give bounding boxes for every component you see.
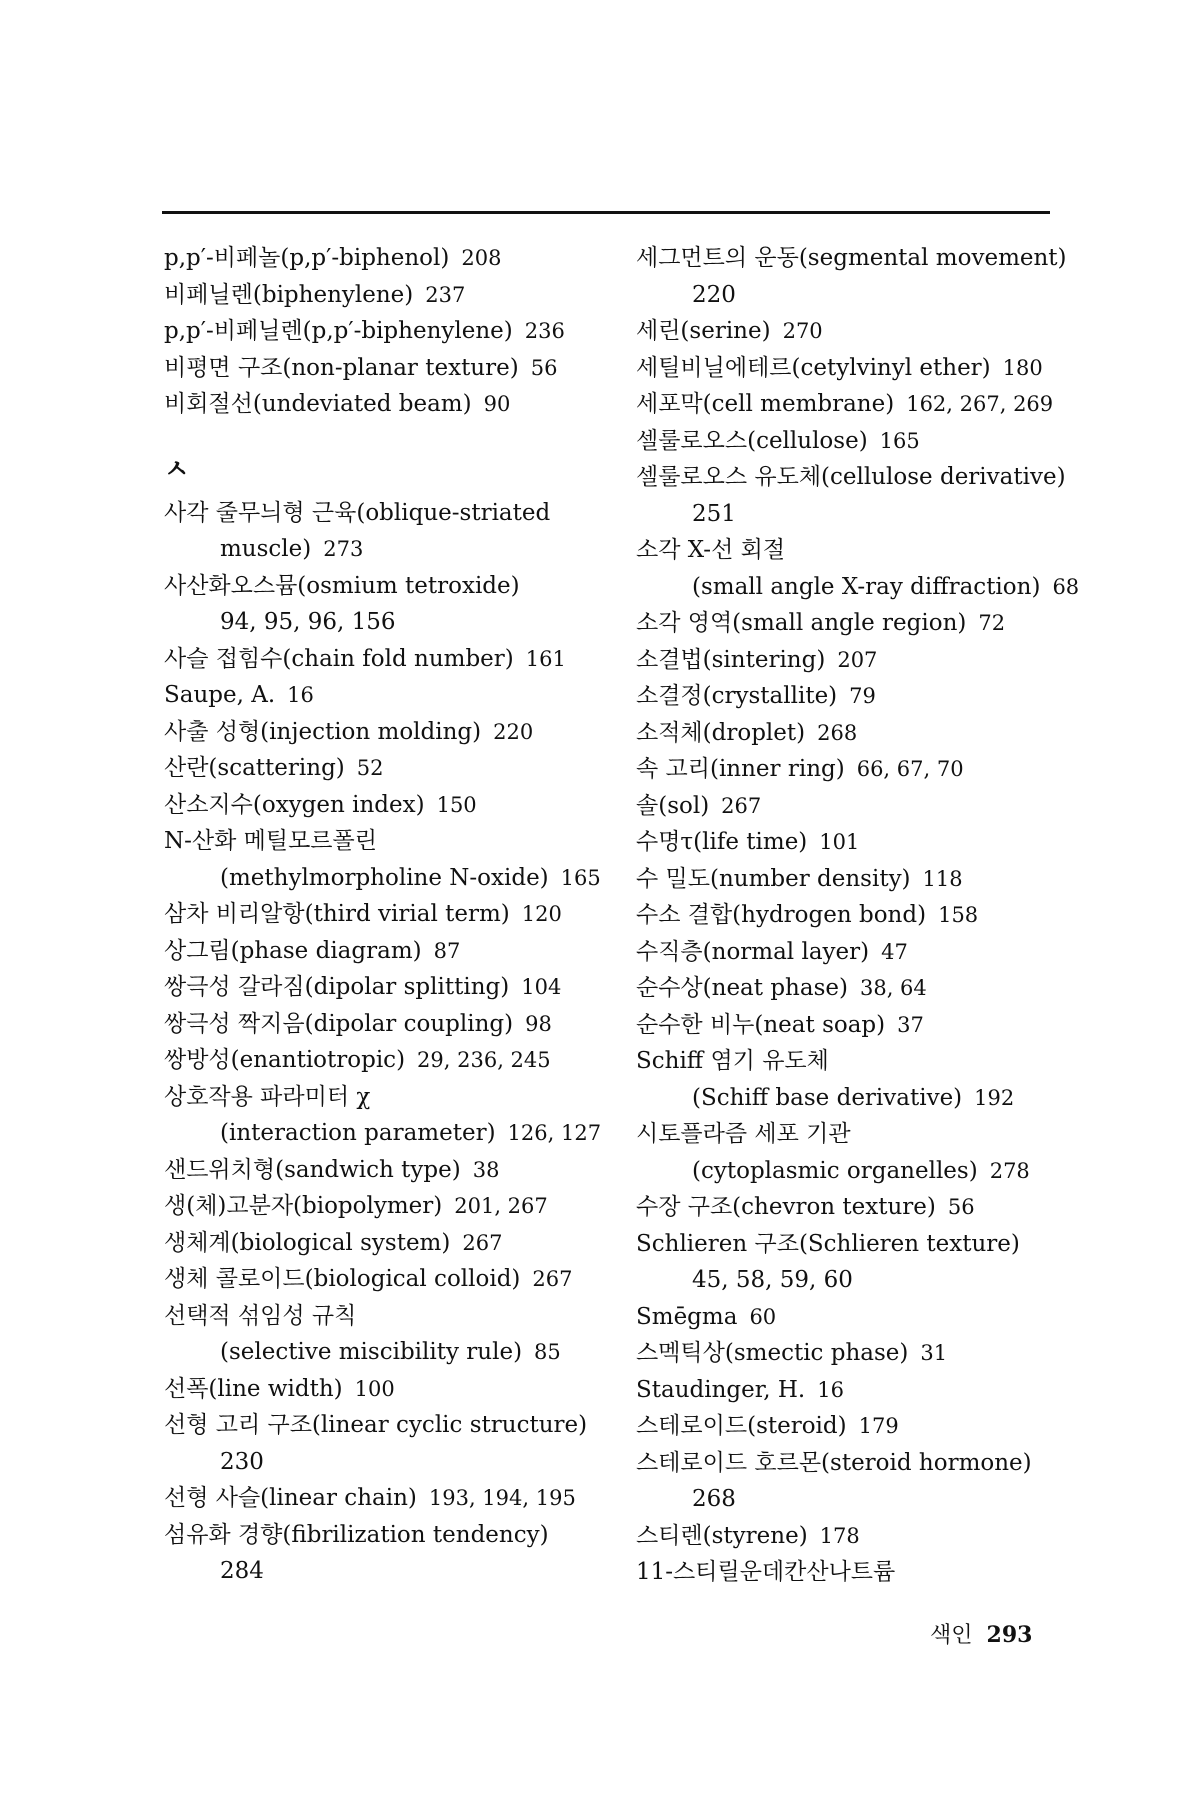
index-entry: [636, 897, 1076, 934]
index-group-s: [164, 495, 604, 1590]
entry-term: 섬유화 경향(fibrilization tendency): [164, 1521, 549, 1548]
index-entry: [636, 350, 1076, 387]
entry-pages: 179: [858, 1414, 899, 1438]
entry-pages: 100: [354, 1376, 395, 1401]
index-entry: [636, 678, 1076, 715]
entry-pages: 162, 267, 269: [906, 392, 1054, 416]
index-entry: [164, 1407, 604, 1444]
index-entry: [164, 1517, 604, 1554]
entry-pages: 72: [978, 611, 1006, 635]
index-entry: [164, 933, 604, 970]
entry-term: 11-스티릴운데칸산나트륨: [636, 1559, 896, 1585]
index-entry-continuation: [636, 1481, 1076, 1518]
entry-term: 사산화오스뮴(osmium tetroxide): [164, 572, 520, 599]
entry-term: 선택적 섞임성 규칙: [164, 1302, 357, 1329]
entry-term: 비페닐렌(biphenylene): [164, 281, 414, 308]
index-entry-continuation: [636, 1080, 1076, 1117]
entry-term: Staudinger, H.: [636, 1376, 806, 1403]
index-entry: [636, 459, 1076, 496]
entry-pages: 193, 194, 195: [428, 1486, 576, 1510]
entry-pages: 165: [879, 428, 920, 453]
entry-pages: 79: [849, 684, 876, 708]
entry-term: muscle): [220, 536, 312, 562]
page-number: 293: [986, 1622, 1033, 1648]
index-entry-continuation: [636, 277, 1076, 314]
entry-term: (cytoplasmic organelles): [692, 1157, 978, 1184]
entry-term: 251: [692, 500, 736, 527]
entry-term: 산소지수(oxygen index): [164, 791, 425, 818]
entry-term: Smēgma: [636, 1303, 738, 1330]
entry-term: 수 밀도(number density): [636, 865, 911, 892]
entry-pages: 120: [521, 902, 562, 926]
entry-term: 셀룰로오스(cellulose): [636, 427, 868, 454]
entry-pages: 192: [974, 1085, 1015, 1110]
index-entry-continuation: [164, 604, 604, 641]
entry-pages: 38, 64: [859, 976, 927, 1000]
entry-pages: 126, 127: [507, 1121, 602, 1145]
entry-pages: 68: [1052, 574, 1080, 599]
entry-pages: 161: [525, 646, 566, 671]
index-entry: [636, 313, 1076, 350]
entry-term: (interaction parameter): [220, 1120, 496, 1146]
entry-pages: 270: [782, 319, 823, 343]
entry-pages: 208: [461, 246, 502, 270]
entry-term: 비회절선(undeviated beam): [164, 391, 472, 417]
index-group-s-continued: [636, 240, 1080, 1591]
entry-term: 사출 성형(injection molding): [164, 718, 482, 745]
entry-term: 세그먼트의 운동(segmental movement): [636, 245, 1067, 271]
entry-pages: 236: [524, 319, 565, 343]
entry-term: (small angle X-ray diffraction): [692, 573, 1041, 600]
entry-term: 스테로이드(steroid): [636, 1413, 847, 1439]
index-entry: [636, 715, 1076, 752]
index-entry-continuation: [164, 1334, 604, 1371]
index-entry: [636, 861, 1076, 898]
entry-term: 소적체(droplet): [636, 719, 806, 746]
entry-term: 세린(serine): [636, 318, 771, 344]
entry-pages: 268: [817, 720, 858, 745]
index-entry: [636, 386, 1076, 423]
entry-pages: 29, 236, 245: [417, 1048, 551, 1072]
entry-pages: 85: [534, 1340, 561, 1364]
entry-term: Saupe, A.: [164, 682, 276, 708]
entry-term: 세틸비닐에테르(cetylvinyl ether): [636, 354, 991, 381]
entry-term: 94, 95, 96, 156: [220, 609, 396, 635]
page-footer: [930, 1618, 1032, 1649]
index-entry: [164, 1152, 604, 1189]
entry-term: 소결정(crystallite): [636, 683, 838, 709]
index-entry-continuation: [164, 531, 604, 568]
index-entry-continuation: [636, 1153, 1076, 1190]
entry-term: 45, 58, 59, 60: [692, 1267, 853, 1293]
entry-term: 쌍극성 짝지음(dipolar coupling): [164, 1010, 514, 1037]
entry-term: 선형 사슬(linear chain): [164, 1485, 417, 1511]
entry-term: (methylmorpholine N-oxide): [220, 864, 549, 891]
footer-label: 색인: [930, 1623, 973, 1648]
index-entry: [164, 787, 604, 824]
index-entry: [636, 1189, 1076, 1226]
index-column-right: [636, 240, 1080, 1591]
entry-term: 생체 콜로이드(biological colloid): [164, 1266, 521, 1292]
entry-pages: 267: [532, 1267, 573, 1291]
entry-pages: 180: [1002, 355, 1043, 380]
index-entry: [636, 1226, 1076, 1263]
index-entry-continuation: [636, 1262, 1076, 1299]
entry-pages: 178: [819, 1523, 860, 1548]
entry-pages: 220: [493, 719, 534, 744]
entry-pages: 101: [819, 830, 860, 854]
index-entry: [636, 605, 1076, 642]
entry-term: 소각 X-선 회절: [636, 537, 786, 563]
index-entry: [164, 896, 604, 933]
entry-term: 사슬 접힘수(chain fold number): [164, 645, 514, 672]
entry-term: 삼차 비리알항(third virial term): [164, 901, 510, 927]
entry-pages: 87: [433, 938, 461, 963]
index-entry: [164, 969, 604, 1006]
entry-term: 284: [220, 1558, 264, 1584]
index-entry: [164, 1261, 604, 1298]
entry-term: p,p′-비페닐렌(p,p′-biphenylene): [164, 318, 513, 344]
entry-term: 수장 구조(chevron texture): [636, 1194, 936, 1220]
entry-term: 사각 줄무늬형 근육(oblique-striated: [164, 499, 551, 526]
index-entry: [636, 1518, 1076, 1555]
index-entry: [164, 277, 604, 314]
entry-pages: 273: [323, 537, 364, 561]
index-entry: [636, 1299, 1076, 1336]
entry-pages: 56: [947, 1195, 975, 1219]
index-entry: [164, 677, 604, 714]
index-entry: [164, 641, 604, 678]
index-entry: [164, 568, 604, 605]
entry-term: Schlieren 구조(Schlieren texture): [636, 1230, 1020, 1257]
index-entry-continuation: [636, 569, 1080, 606]
index-entry: [636, 1445, 1076, 1482]
entry-term: p,p′-비페놀(p,p′-biphenol): [164, 245, 450, 271]
entry-term: 선폭(line width): [164, 1375, 343, 1402]
entry-pages: 237: [425, 282, 466, 307]
entry-term: 세포막(cell membrane): [636, 391, 895, 417]
index-entry: [636, 240, 1076, 277]
index-entry: [636, 970, 1076, 1007]
entry-pages: 201, 267: [454, 1194, 548, 1218]
entry-term: 스테로이드 호르몬(steroid hormone): [636, 1449, 1032, 1476]
entry-term: (Schiff base derivative): [692, 1084, 963, 1111]
index-entry: [164, 313, 604, 350]
entry-pages: 31: [920, 1341, 948, 1365]
entry-pages: 37: [897, 1012, 924, 1037]
entry-term: 속 고리(inner ring): [636, 756, 845, 782]
index-entry: [636, 1116, 1076, 1153]
entry-pages: 60: [749, 1304, 777, 1329]
index-entry: [164, 1188, 604, 1225]
section-heading: ㅅ: [164, 454, 190, 485]
entry-term: 수직층(normal layer): [636, 938, 870, 965]
index-entry-continuation: [164, 1553, 604, 1590]
entry-pages: 16: [287, 683, 314, 707]
entry-term: Schiff 염기 유도체: [636, 1048, 829, 1074]
entry-pages: 56: [530, 355, 558, 380]
entry-term: 소각 영역(small angle region): [636, 610, 967, 636]
index-entry: [164, 1079, 604, 1116]
index-entry: [164, 1225, 604, 1262]
index-entry: [636, 1408, 1076, 1445]
index-entry-continuation: [164, 860, 604, 897]
index-entry: [164, 1480, 604, 1517]
index-entry: [636, 1007, 1076, 1044]
entry-pages: 267: [462, 1230, 503, 1255]
entry-term: (selective miscibility rule): [220, 1339, 523, 1365]
index-entry: [636, 1043, 1076, 1080]
entry-term: N-산화 메틸모르폴린: [164, 828, 377, 854]
index-group-b: [164, 240, 604, 423]
index-entry: [636, 934, 1076, 971]
entry-term: 셀룰로오스 유도체(cellulose derivative): [636, 464, 1066, 490]
entry-pages: 52: [356, 756, 384, 780]
entry-term: 수명τ(life time): [636, 829, 808, 855]
index-entry: [164, 495, 604, 532]
entry-term: 시토플라즘 세포 기관: [636, 1121, 851, 1147]
entry-term: 생체계(biological system): [164, 1229, 451, 1256]
entry-term: 상호작용 파라미터 χ: [164, 1083, 371, 1110]
entry-pages: 90: [483, 392, 511, 416]
entry-term: 생(체)고분자(biopolymer): [164, 1193, 443, 1219]
entry-pages: 104: [521, 975, 562, 999]
entry-term: 선형 고리 구조(linear cyclic structure): [164, 1412, 588, 1438]
entry-pages: 150: [436, 792, 477, 817]
entry-term: 솔(sol): [636, 792, 710, 819]
entry-pages: 98: [525, 1011, 552, 1036]
index-entry: [164, 1042, 604, 1079]
entry-term: 쌍방성(enantiotropic): [164, 1047, 406, 1073]
entry-pages: 165: [560, 865, 601, 890]
index-entry: [636, 532, 1076, 569]
entry-term: 비평면 구조(non-planar texture): [164, 354, 519, 381]
index-entry: [164, 1371, 604, 1408]
index-entry: [636, 751, 1076, 788]
index-entry: [164, 714, 604, 751]
index-entry-continuation: [164, 1115, 604, 1152]
index-entry: [164, 386, 604, 423]
entry-pages: 47: [881, 939, 908, 964]
entry-term: 수소 결합(hydrogen bond): [636, 902, 927, 928]
index-entry: [636, 1554, 1076, 1591]
index-entry: [164, 750, 604, 787]
entry-term: 스멕틱상(smectic phase): [636, 1340, 909, 1366]
index-entry: [636, 788, 1076, 825]
entry-term: 스티렌(styrene): [636, 1522, 808, 1549]
index-entry-continuation: [636, 496, 1076, 533]
index-entry: [636, 642, 1076, 679]
entry-pages: 267: [721, 793, 762, 818]
entry-pages: 278: [989, 1158, 1030, 1183]
entry-pages: 38: [472, 1157, 500, 1182]
index-entry: [164, 1298, 604, 1335]
header-rule: [162, 211, 1050, 214]
index-entry: [636, 824, 1076, 861]
index-entry: [164, 1006, 604, 1043]
entry-term: 268: [692, 1486, 736, 1512]
entry-pages: 66, 67, 70: [856, 757, 964, 781]
entry-term: 상그림(phase diagram): [164, 937, 422, 964]
entry-pages: 16: [817, 1377, 844, 1402]
index-entry: [636, 1372, 1076, 1409]
index-entry: [164, 350, 604, 387]
index-column-left: [164, 240, 604, 1590]
entry-term: 샌드위치형(sandwich type): [164, 1156, 461, 1183]
index-entry: [164, 240, 604, 277]
index-entry: [636, 423, 1076, 460]
entry-pages: 118: [922, 866, 963, 891]
index-entry: [636, 1335, 1076, 1372]
entry-term: 산란(scattering): [164, 755, 345, 781]
entry-term: 소결법(sintering): [636, 646, 826, 673]
entry-term: 쌍극성 갈라짐(dipolar splitting): [164, 974, 510, 1000]
entry-term: 220: [692, 281, 736, 308]
entry-pages: 158: [938, 903, 979, 927]
entry-term: 순수상(neat phase): [636, 975, 848, 1001]
entry-term: 순수한 비누(neat soap): [636, 1011, 886, 1038]
entry-pages: 207: [837, 647, 878, 672]
entry-term: 230: [220, 1448, 264, 1475]
index-entry: [164, 823, 604, 860]
index-entry-continuation: [164, 1444, 604, 1481]
